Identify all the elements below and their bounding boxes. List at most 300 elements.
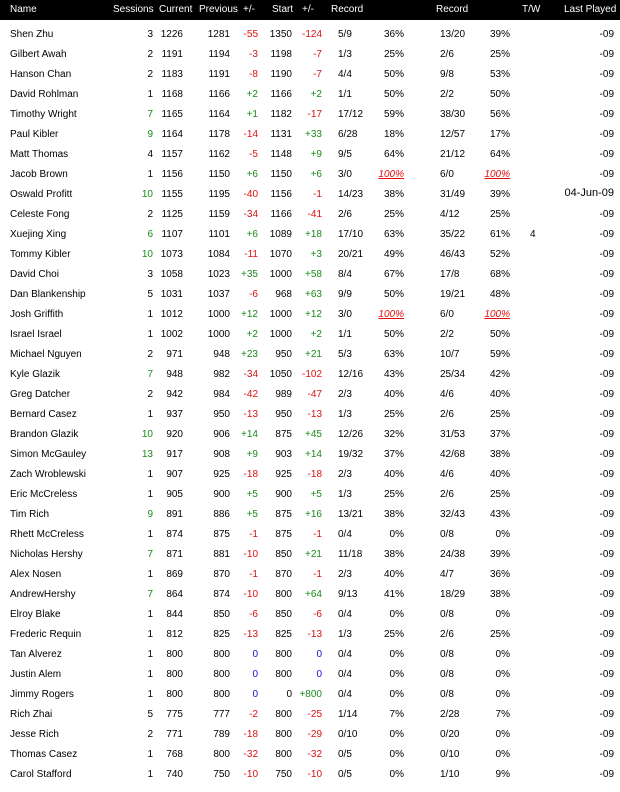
record-1-percent-cell: 64%	[383, 149, 404, 160]
player-name: Elroy Blake	[10, 609, 61, 620]
delta-previous-cell: -32	[243, 749, 258, 760]
record-2-percent-cell: 25%	[489, 49, 510, 60]
delta-previous-cell: -18	[243, 469, 258, 480]
current-rating-cell: 1183	[161, 69, 183, 80]
start-rating-cell: 800	[275, 649, 292, 660]
delta-previous-cell: -42	[243, 389, 258, 400]
record-2-cell: 9/8	[440, 69, 454, 80]
sessions-cell: 1	[147, 569, 153, 580]
record-1-percent-cell: 50%	[383, 329, 404, 340]
record-1-cell: 20/21	[338, 249, 364, 260]
delta-start-cell: +3	[310, 249, 322, 260]
record-2-percent-cell: 25%	[489, 629, 510, 640]
start-rating-cell: 1070	[269, 249, 292, 260]
record-1-cell: 17/12	[338, 109, 364, 120]
delta-start-cell: +45	[305, 429, 322, 440]
start-rating-cell: 0	[286, 689, 292, 700]
delta-start-cell: 0	[316, 669, 322, 680]
previous-rating-cell: 874	[213, 589, 230, 600]
record-2-percent-cell: 0%	[495, 749, 510, 760]
sessions-cell: 1	[147, 169, 153, 180]
last-played-cell: -09	[599, 429, 614, 440]
table-row[interactable]	[0, 606, 620, 626]
record-2-cell: 2/2	[440, 329, 454, 340]
delta-previous-cell: +9	[246, 449, 258, 460]
table-row[interactable]	[0, 646, 620, 666]
table-row[interactable]	[0, 406, 620, 426]
current-rating-cell: 907	[166, 469, 183, 480]
record-2-percent-cell: 39%	[489, 29, 510, 40]
record-2-percent-cell: 43%	[489, 509, 510, 520]
header-tw[interactable]: T/W	[522, 4, 541, 15]
last-played-cell: -09	[599, 309, 614, 320]
player-name: Tan Alverez	[10, 649, 62, 660]
delta-start-cell: 0	[316, 649, 322, 660]
table-row[interactable]	[0, 26, 620, 46]
record-1-percent-cell: 67%	[383, 269, 404, 280]
record-1-percent-cell: 38%	[383, 509, 404, 520]
current-rating-cell: 1031	[160, 289, 183, 300]
table-row[interactable]	[0, 306, 620, 326]
record-1-cell: 0/4	[338, 649, 352, 660]
record-1-percent-cell: 50%	[383, 69, 404, 80]
table-row[interactable]	[0, 746, 620, 766]
sessions-cell: 9	[147, 129, 153, 140]
record-2-percent-cell: 7%	[495, 709, 510, 720]
record-1-percent-cell: 0%	[389, 729, 404, 740]
last-played-cell: -09	[599, 249, 614, 260]
table-row[interactable]	[0, 666, 620, 686]
table-row[interactable]	[0, 166, 620, 186]
current-rating-cell: 869	[166, 569, 183, 580]
player-name: Timothy Wright	[10, 109, 77, 120]
delta-start-cell: +6	[310, 169, 322, 180]
record-1-cell: 12/26	[338, 429, 364, 440]
record-2-cell: 21/12	[440, 149, 466, 160]
sessions-cell: 2	[147, 49, 153, 60]
start-rating-cell: 950	[275, 409, 292, 420]
start-rating-cell: 1150	[270, 169, 292, 180]
delta-previous-cell: +5	[246, 509, 258, 520]
record-2-cell: 25/34	[440, 369, 466, 380]
previous-rating-cell: 1000	[207, 309, 230, 320]
record-2-percent-cell: 39%	[489, 189, 510, 200]
record-2-cell: 2/6	[440, 629, 454, 640]
record-1-cell: 1/14	[338, 709, 358, 720]
player-name: Frederic Requin	[10, 629, 82, 640]
start-rating-cell: 1166	[270, 209, 292, 220]
current-rating-cell: 1168	[161, 89, 183, 100]
last-played-cell: -09	[599, 589, 614, 600]
current-rating-cell: 1165	[161, 109, 183, 120]
delta-start-cell: +18	[305, 229, 322, 240]
player-name: Rhett McCreless	[10, 529, 84, 540]
record-1-cell: 13/21	[338, 509, 364, 520]
record-2-cell: 4/6	[440, 389, 454, 400]
delta-previous-cell: 0	[252, 689, 258, 700]
player-name: Dan Blankenship	[10, 289, 86, 300]
table-row[interactable]	[0, 346, 620, 366]
table-row[interactable]	[0, 586, 620, 606]
sessions-cell: 3	[147, 29, 153, 40]
current-rating-cell: 812	[166, 629, 183, 640]
record-2-percent-cell: 17%	[489, 129, 510, 140]
player-name: Justin Alem	[10, 669, 62, 680]
record-1-cell: 2/3	[338, 389, 352, 400]
record-2-percent-cell: 25%	[489, 409, 510, 420]
current-rating-cell: 1107	[161, 229, 183, 240]
last-played-cell: -09	[599, 489, 614, 500]
record-1-cell: 3/0	[338, 309, 352, 320]
player-name: Celeste Fong	[10, 209, 70, 220]
record-2-percent-cell: 48%	[489, 289, 510, 300]
header-delta-previous[interactable]: +/-	[243, 4, 255, 15]
start-rating-cell: 1182	[270, 109, 292, 120]
previous-rating-cell: 825	[213, 629, 230, 640]
record-2-percent-cell: 0%	[495, 529, 510, 540]
start-rating-cell: 870	[275, 569, 292, 580]
record-2-percent-cell: 37%	[489, 429, 510, 440]
record-1-percent-cell: 25%	[383, 629, 404, 640]
record-1-percent-cell: 37%	[383, 449, 404, 460]
previous-rating-cell: 1101	[208, 229, 230, 240]
table-row[interactable]	[0, 686, 620, 706]
last-played-cell: -09	[599, 609, 614, 620]
delta-previous-cell: -1	[249, 569, 258, 580]
player-name: Greg Datcher	[10, 389, 71, 400]
delta-previous-cell: -13	[243, 629, 258, 640]
record-1-cell: 3/0	[338, 169, 352, 180]
sessions-cell: 1	[147, 609, 153, 620]
record-1-percent-cell: 49%	[383, 249, 404, 260]
record-1-cell: 9/5	[338, 149, 352, 160]
delta-previous-cell: -10	[243, 589, 258, 600]
delta-start-cell: +14	[305, 449, 322, 460]
record-1-percent-cell: 0%	[389, 649, 404, 660]
record-2-percent-cell: 0%	[495, 689, 510, 700]
previous-rating-cell: 1166	[208, 89, 230, 100]
table-row[interactable]	[0, 446, 620, 466]
table-row[interactable]	[0, 766, 620, 786]
table-row[interactable]	[0, 386, 620, 406]
tw-cell: 4	[530, 229, 536, 240]
table-row[interactable]	[0, 126, 620, 146]
start-rating-cell: 1166	[270, 89, 292, 100]
header-record-1[interactable]: Record	[331, 4, 364, 15]
delta-previous-cell: -6	[249, 609, 258, 620]
player-name: Eric McCreless	[10, 489, 78, 500]
table-row[interactable]	[0, 146, 620, 166]
table-row[interactable]	[0, 206, 620, 226]
start-rating-cell: 750	[275, 769, 292, 780]
delta-previous-cell: 0	[252, 669, 258, 680]
start-rating-cell: 1089	[269, 229, 292, 240]
previous-rating-cell: 1281	[207, 29, 230, 40]
record-2-cell: 0/8	[440, 669, 454, 680]
sessions-cell: 1	[147, 489, 153, 500]
current-rating-cell: 1157	[161, 149, 183, 160]
table-row[interactable]	[0, 626, 620, 646]
sessions-cell: 1	[147, 629, 153, 640]
record-1-percent-cell: 25%	[383, 209, 404, 220]
current-rating-cell: 1058	[160, 269, 183, 280]
delta-start-cell: +21	[305, 349, 322, 360]
current-rating-cell: 740	[166, 769, 183, 780]
record-1-cell: 4/4	[338, 69, 352, 80]
player-name: Jesse Rich	[10, 729, 59, 740]
table-row[interactable]	[0, 186, 620, 206]
table-row[interactable]	[0, 266, 620, 286]
table-row[interactable]	[0, 466, 620, 486]
record-2-cell: 4/7	[440, 569, 454, 580]
start-rating-cell: 1131	[270, 129, 292, 140]
header-sessions[interactable]: Sessions	[113, 4, 154, 15]
delta-start-cell: -7	[313, 69, 322, 80]
last-played-cell: -09	[599, 569, 614, 580]
delta-previous-cell: +5	[246, 489, 258, 500]
last-played-cell: 04-Jun-09	[564, 187, 614, 199]
record-1-percent-cell: 25%	[383, 489, 404, 500]
current-rating-cell: 937	[166, 409, 183, 420]
header-start[interactable]: Start	[272, 4, 294, 15]
start-rating-cell: 800	[275, 669, 292, 680]
previous-rating-cell: 1178	[208, 129, 230, 140]
record-1-percent-cell: 40%	[383, 569, 404, 580]
record-1-percent-cell: 100%	[378, 309, 404, 320]
current-rating-cell: 905	[166, 489, 183, 500]
table-row[interactable]	[0, 366, 620, 386]
delta-start-cell: -41	[307, 209, 322, 220]
table-row[interactable]	[0, 506, 620, 526]
player-name: Thomas Casez	[10, 749, 78, 760]
previous-rating-cell: 908	[213, 449, 230, 460]
current-rating-cell: 1164	[161, 129, 183, 140]
current-rating-cell: 1073	[160, 249, 183, 260]
sessions-cell: 1	[147, 689, 153, 700]
table-row[interactable]	[0, 526, 620, 546]
start-rating-cell: 850	[275, 609, 292, 620]
sessions-cell: 7	[147, 109, 153, 120]
record-1-cell: 2/3	[338, 569, 352, 580]
previous-rating-cell: 777	[213, 709, 230, 720]
player-name: Shen Zhu	[10, 29, 54, 40]
record-2-percent-cell: 56%	[489, 109, 510, 120]
start-rating-cell: 800	[275, 709, 292, 720]
start-rating-cell: 1190	[270, 69, 292, 80]
record-2-cell: 46/43	[440, 249, 466, 260]
table-row[interactable]	[0, 46, 620, 66]
delta-previous-cell: -5	[249, 149, 258, 160]
table-row[interactable]	[0, 726, 620, 746]
record-1-cell: 0/5	[338, 769, 352, 780]
header-record-2[interactable]: Record	[436, 4, 469, 15]
record-1-cell: 14/23	[338, 189, 364, 200]
record-2-percent-cell: 100%	[484, 169, 510, 180]
record-2-percent-cell: 68%	[489, 269, 510, 280]
sessions-cell: 5	[147, 709, 153, 720]
record-2-cell: 42/68	[440, 449, 466, 460]
player-name: David Choi	[10, 269, 59, 280]
table-row[interactable]	[0, 246, 620, 266]
last-played-cell: -09	[599, 469, 614, 480]
player-name: Jimmy Rogers	[10, 689, 74, 700]
delta-start-cell: -124	[301, 29, 322, 40]
record-1-percent-cell: 38%	[383, 189, 404, 200]
record-1-percent-cell: 100%	[378, 169, 404, 180]
record-2-cell: 6/0	[440, 309, 454, 320]
start-rating-cell: 989	[275, 389, 292, 400]
current-rating-cell: 800	[166, 669, 183, 680]
last-played-cell: -09	[599, 649, 614, 660]
last-played-cell: -09	[599, 769, 614, 780]
player-name: Oswald Profitt	[10, 189, 73, 200]
delta-previous-cell: -13	[243, 409, 258, 420]
sessions-cell: 3	[147, 269, 153, 280]
current-rating-cell: 800	[166, 689, 183, 700]
delta-start-cell: +12	[305, 309, 322, 320]
sessions-cell: 4	[147, 149, 153, 160]
player-name: Michael Nguyen	[10, 349, 82, 360]
current-rating-cell: 942	[166, 389, 183, 400]
delta-previous-cell: -55	[243, 29, 258, 40]
start-rating-cell: 900	[275, 489, 292, 500]
record-1-cell: 11/18	[338, 549, 363, 560]
delta-previous-cell: -18	[243, 729, 258, 740]
delta-start-cell: +2	[310, 329, 322, 340]
record-2-cell: 35/22	[440, 229, 466, 240]
header-previous[interactable]: Previous	[199, 4, 238, 15]
last-played-cell: -09	[599, 169, 614, 180]
sessions-cell: 2	[147, 389, 153, 400]
header-last-played[interactable]: Last Played	[564, 4, 617, 15]
table-row[interactable]	[0, 326, 620, 346]
delta-start-cell: +9	[310, 149, 322, 160]
record-2-cell: 0/20	[440, 729, 460, 740]
record-2-cell: 19/21	[440, 289, 466, 300]
record-2-percent-cell: 50%	[489, 89, 510, 100]
last-played-cell: -09	[599, 389, 614, 400]
record-2-cell: 2/2	[440, 89, 454, 100]
previous-rating-cell: 789	[213, 729, 230, 740]
start-rating-cell: 825	[275, 629, 292, 640]
start-rating-cell: 1350	[269, 29, 292, 40]
previous-rating-cell: 1162	[208, 149, 230, 160]
record-1-percent-cell: 25%	[383, 409, 404, 420]
current-rating-cell: 1191	[161, 49, 183, 60]
record-2-percent-cell: 9%	[495, 769, 510, 780]
start-rating-cell: 875	[275, 509, 292, 520]
delta-previous-cell: +2	[246, 89, 258, 100]
table-row[interactable]	[0, 566, 620, 586]
table-header	[0, 0, 620, 20]
player-name: Paul Kibler	[10, 129, 59, 140]
previous-rating-cell: 1164	[208, 109, 230, 120]
record-2-percent-cell: 61%	[489, 229, 510, 240]
current-rating-cell: 844	[166, 609, 183, 620]
record-1-cell: 9/9	[338, 289, 352, 300]
record-1-cell: 1/3	[338, 629, 352, 640]
record-1-cell: 5/3	[338, 349, 352, 360]
player-name: Nicholas Hershy	[10, 549, 83, 560]
current-rating-cell: 1125	[161, 209, 183, 220]
record-1-percent-cell: 25%	[383, 49, 404, 60]
current-rating-cell: 1226	[160, 29, 183, 40]
header-delta-start[interactable]: +/-	[302, 4, 314, 15]
player-name: Gilbert Awah	[10, 49, 67, 60]
table-row[interactable]	[0, 706, 620, 726]
table-row[interactable]	[0, 426, 620, 446]
record-2-cell: 0/8	[440, 609, 454, 620]
delta-start-cell: -18	[307, 469, 322, 480]
header-current[interactable]: Current	[159, 4, 193, 15]
delta-previous-cell: -11	[244, 249, 258, 260]
record-2-cell: 4/12	[440, 209, 460, 220]
table-row[interactable]	[0, 106, 620, 126]
record-2-percent-cell: 100%	[484, 309, 510, 320]
table-row[interactable]	[0, 286, 620, 306]
table-row[interactable]	[0, 86, 620, 106]
player-name: Tommy Kibler	[10, 249, 71, 260]
delta-start-cell: -25	[307, 709, 322, 720]
record-1-percent-cell: 32%	[383, 429, 404, 440]
previous-rating-cell: 1195	[208, 189, 230, 200]
table-row[interactable]	[0, 66, 620, 86]
record-1-cell: 1/3	[338, 489, 352, 500]
last-played-cell: -09	[599, 229, 614, 240]
previous-rating-cell: 800	[213, 689, 230, 700]
previous-rating-cell: 982	[213, 369, 230, 380]
table-row[interactable]	[0, 226, 620, 246]
sessions-cell: 1	[147, 769, 153, 780]
record-1-percent-cell: 41%	[383, 589, 404, 600]
last-played-cell: -09	[599, 369, 614, 380]
delta-previous-cell: -34	[243, 209, 258, 220]
table-row[interactable]	[0, 546, 620, 566]
previous-rating-cell: 800	[213, 749, 230, 760]
player-name: Zach Wroblewski	[10, 469, 86, 480]
previous-rating-cell: 850	[213, 609, 230, 620]
record-2-percent-cell: 39%	[489, 549, 510, 560]
player-name: Brandon Glazik	[10, 429, 79, 440]
record-1-percent-cell: 40%	[383, 469, 404, 480]
previous-rating-cell: 1194	[208, 49, 230, 60]
table-row[interactable]	[0, 486, 620, 506]
record-2-percent-cell: 53%	[489, 69, 510, 80]
record-1-percent-cell: 0%	[389, 689, 404, 700]
header-name[interactable]: Name	[10, 4, 37, 15]
previous-rating-cell: 1084	[207, 249, 230, 260]
delta-start-cell: +64	[305, 589, 322, 600]
current-rating-cell: 891	[166, 509, 183, 520]
start-rating-cell: 800	[275, 729, 292, 740]
start-rating-cell: 875	[275, 429, 292, 440]
current-rating-cell: 917	[166, 449, 183, 460]
record-2-cell: 2/6	[440, 409, 454, 420]
previous-rating-cell: 906	[213, 429, 230, 440]
record-2-cell: 24/38	[440, 549, 466, 560]
delta-start-cell: +21	[305, 549, 322, 560]
delta-previous-cell: -10	[243, 549, 258, 560]
player-name: David Rohlman	[10, 89, 79, 100]
delta-start-cell: -1	[313, 189, 322, 200]
delta-start-cell: -1	[313, 569, 322, 580]
record-1-percent-cell: 0%	[389, 749, 404, 760]
record-1-cell: 0/4	[338, 609, 352, 620]
delta-start-cell: +5	[310, 489, 322, 500]
delta-start-cell: +2	[310, 89, 322, 100]
delta-previous-cell: -40	[243, 189, 258, 200]
current-rating-cell: 948	[166, 369, 183, 380]
